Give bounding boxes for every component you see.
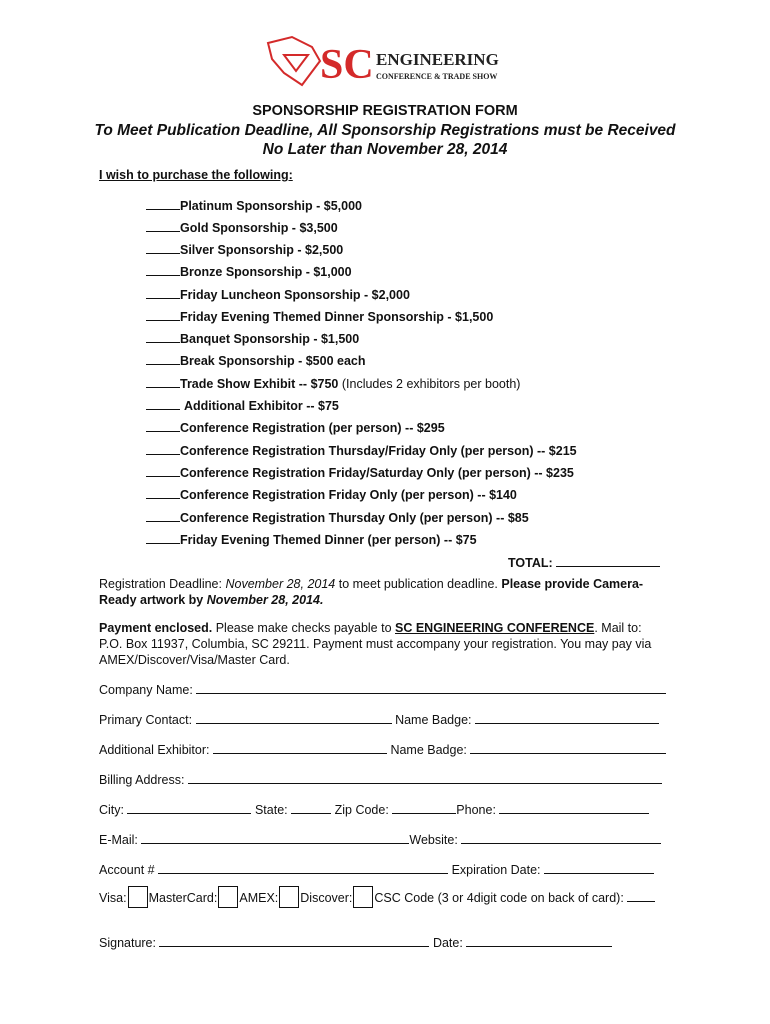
zip-field[interactable]	[392, 801, 456, 814]
payment-line3: AMEX/Discover/Visa/Master Card.	[99, 653, 290, 667]
item-label: Break Sponsorship - $500 each	[180, 354, 366, 368]
email-row	[99, 831, 661, 847]
visa-checkbox[interactable]	[128, 886, 148, 908]
item-blank[interactable]	[146, 420, 180, 432]
item-label: Gold Sponsorship - $3,500	[180, 221, 338, 235]
company-field[interactable]	[196, 681, 666, 694]
primary-contact-field[interactable]	[196, 711, 392, 724]
item-label: Silver Sponsorship - $2,500	[180, 243, 344, 257]
deadline-bold2: Ready artwork by	[99, 593, 207, 607]
phone-field[interactable]	[499, 801, 649, 814]
company-label: Company Name:	[99, 683, 193, 697]
mastercard-checkbox[interactable]	[218, 886, 238, 908]
total-field[interactable]	[556, 554, 660, 567]
subtitle-line-1: To Meet Publication Deadline, All Sponsorship Registrations must be Received	[94, 122, 676, 139]
mastercard-label: MasterCard:	[148, 891, 218, 905]
item-conf-fri-sat[interactable]	[146, 465, 574, 480]
expiration-label: Expiration Date:	[451, 863, 541, 877]
item-blank[interactable]	[146, 309, 180, 321]
company-row	[99, 681, 666, 697]
account-row	[99, 861, 654, 877]
additional-exhibitor-label: Additional Exhibitor:	[99, 743, 210, 757]
item-blank[interactable]	[146, 264, 180, 276]
item-blank[interactable]	[146, 376, 180, 388]
item-label: Conference Registration Friday/Saturday Only (per person) -- $235	[180, 466, 574, 480]
item-label: Conference Registration Thursday Only (per person) -- $85	[180, 511, 529, 525]
item-blank[interactable]	[146, 465, 180, 477]
payment-bold: Payment enclosed.	[99, 621, 213, 635]
name-badge-field-2[interactable]	[470, 741, 666, 754]
phone-label: Phone:	[456, 803, 496, 817]
name-badge-label-2: Name Badge:	[390, 743, 467, 757]
item-conf-fri[interactable]	[146, 487, 517, 502]
payment-text2: . Mail to:	[594, 621, 642, 635]
logo-sc: SC	[320, 42, 374, 88]
subtitle-line-2: No Later than November 28, 2014	[262, 141, 508, 158]
email-label: E-Mail:	[99, 833, 138, 847]
website-field[interactable]	[461, 831, 661, 844]
amex-checkbox[interactable]	[279, 886, 299, 908]
item-blank[interactable]	[146, 220, 180, 232]
billing-address-label: Billing Address:	[99, 773, 185, 787]
csc-field[interactable]	[627, 889, 655, 902]
total-row	[508, 554, 660, 570]
signature-row	[99, 934, 612, 950]
state-label: State:	[254, 803, 288, 817]
signature-label: Signature:	[99, 936, 156, 950]
item-blank[interactable]	[146, 287, 180, 299]
csc-label: CSC Code (3 or 4digit code on back of card):	[374, 891, 624, 905]
item-blank[interactable]	[146, 443, 180, 455]
city-field[interactable]	[127, 801, 251, 814]
payment-paragraph	[99, 620, 679, 668]
item-silver[interactable]	[146, 242, 343, 257]
zip-label: Zip Code:	[334, 803, 389, 817]
item-note: (Includes 2 exhibitors per booth)	[341, 377, 521, 391]
item-blank[interactable]	[146, 487, 180, 499]
item-conference-registration[interactable]	[146, 420, 445, 435]
deadline-middle: to meet publication deadline.	[335, 577, 502, 591]
discover-label: Discover:	[300, 891, 353, 905]
item-label: Banquet Sponsorship - $1,500	[180, 332, 360, 346]
city-row	[99, 801, 649, 817]
account-label: Account #	[99, 863, 155, 877]
deadline-bold1: Please provide Camera-	[501, 577, 644, 591]
date-field[interactable]	[466, 934, 612, 947]
discover-checkbox[interactable]	[353, 886, 373, 908]
item-label: Friday Evening Themed Dinner (per person) -- $75	[180, 533, 477, 547]
primary-contact-row	[99, 711, 659, 727]
item-blank[interactable]	[146, 510, 180, 522]
deadline-date: November 28, 2014	[225, 577, 336, 591]
account-field[interactable]	[158, 861, 448, 874]
item-conf-thu-fri[interactable]	[146, 443, 577, 458]
deadline-date2: November 28, 2014.	[206, 593, 324, 607]
item-label: Conference Registration Friday Only (per person) -- $140	[180, 488, 517, 502]
form-title: SPONSORSHIP REGISTRATION FORM	[252, 103, 518, 119]
item-banquet[interactable]	[146, 331, 359, 346]
deadline-prefix: Registration Deadline:	[99, 577, 226, 591]
additional-exhibitor-row	[99, 741, 666, 757]
item-label: Friday Luncheon Sponsorship - $2,000	[180, 288, 410, 302]
item-blank[interactable]	[146, 242, 180, 254]
item-blank[interactable]	[146, 198, 180, 210]
payment-line2: P.O. Box 11937, Columbia, SC 29211. Payment must accompany your registration. You may pay via	[99, 637, 652, 651]
item-label: Additional Exhibitor -- $75	[184, 399, 339, 413]
item-friday-dinner[interactable]	[146, 532, 477, 547]
amex-label: AMEX:	[239, 891, 279, 905]
item-label: Friday Evening Themed Dinner Sponsorship - $1,500	[180, 310, 494, 324]
item-platinum[interactable]	[146, 198, 362, 213]
deadline-paragraph	[99, 576, 679, 608]
visa-label: Visa:	[99, 891, 127, 905]
item-bronze[interactable]	[146, 264, 352, 279]
item-trade-show[interactable]	[146, 376, 520, 391]
name-badge-field[interactable]	[475, 711, 659, 724]
item-break[interactable]	[146, 353, 366, 368]
item-label: Conference Registration (per person) -- $295	[180, 421, 445, 435]
item-blank[interactable]	[146, 353, 180, 365]
city-label: City:	[99, 803, 124, 817]
item-blank[interactable]	[146, 532, 180, 544]
email-field[interactable]	[141, 831, 409, 844]
item-label: Trade Show Exhibit -- $750	[180, 377, 339, 391]
item-blank[interactable]	[146, 398, 180, 410]
item-friday-dinner-sponsorship[interactable]	[146, 309, 493, 324]
total-label: TOTAL:	[508, 556, 553, 570]
additional-exhibitor-field[interactable]	[213, 741, 387, 754]
signature-field[interactable]	[159, 934, 429, 947]
sc-engineering-logo	[262, 33, 512, 93]
name-badge-label: Name Badge:	[395, 713, 472, 727]
date-label: Date:	[432, 936, 463, 950]
expiration-field[interactable]	[544, 861, 654, 874]
item-conf-thu[interactable]	[146, 510, 529, 525]
item-blank[interactable]	[146, 331, 180, 343]
item-additional-exhibitor[interactable]	[146, 398, 339, 413]
logo-engineering: ENGINEERING	[376, 50, 499, 69]
billing-address-row	[99, 771, 662, 787]
state-field[interactable]	[291, 801, 331, 814]
primary-contact-label: Primary Contact:	[99, 713, 193, 727]
item-friday-luncheon[interactable]	[146, 287, 410, 302]
payment-payee: SC ENGINEERING CONFERENCE	[395, 621, 595, 635]
item-label: Platinum Sponsorship - $5,000	[180, 199, 362, 213]
item-label: Bronze Sponsorship - $1,000	[180, 265, 352, 279]
item-label: Conference Registration Thursday/Friday Only (per person) -- $215	[180, 444, 577, 458]
payment-text1: Please make checks payable to	[212, 621, 395, 635]
logo-subtitle: CONFERENCE & TRADE SHOW	[376, 72, 498, 81]
billing-address-field[interactable]	[188, 771, 662, 784]
item-gold[interactable]	[146, 220, 338, 235]
website-label: Website:	[409, 833, 458, 847]
purchase-heading: I wish to purchase the following:	[99, 168, 293, 182]
card-type-row	[99, 886, 655, 908]
